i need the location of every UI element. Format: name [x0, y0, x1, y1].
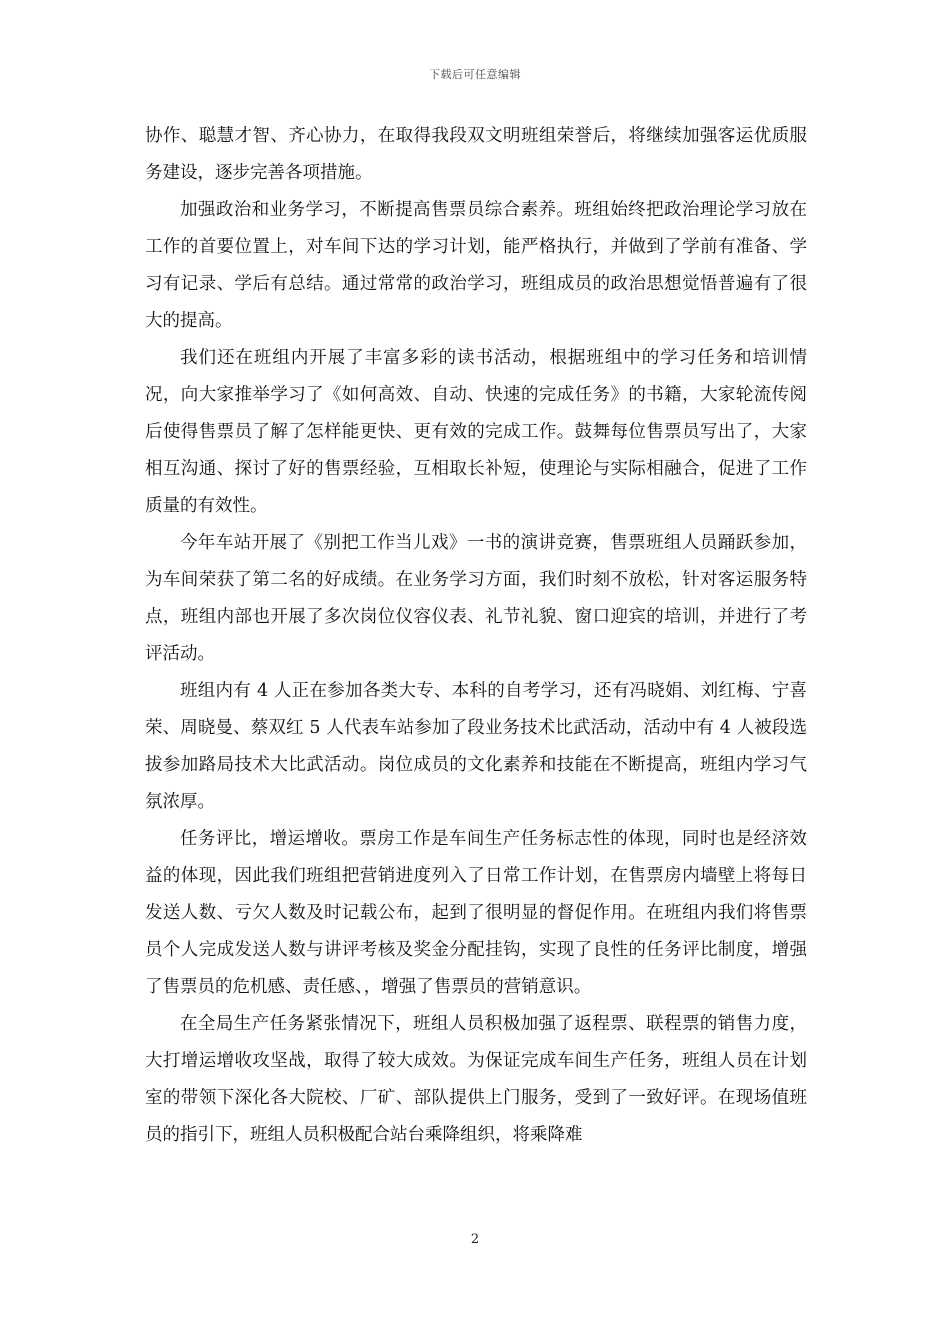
document-body [145, 118, 807, 1154]
paragraph-5: 班组内有 4 人正在参加各类大专、本科的自考学习，还有冯晓娟、刘红梅、宁喜荣、周晓曼、蔡双红 5 人代表车站参加了段业务技术比武活动，活动中有 4 人被段选拔参加路局技术大比武活动。岗位成员的文化素养和技能在不断提高，班组内学习气氛浓厚。 [145, 681, 807, 812]
paragraph-6: 任务评比，增运增收。票房工作是车间生产任务标志性的体现，同时也是经济效益的体现，因此我们班组把营销进度列入了日常工作计划，在售票房内墙壁上将每日发送人数、亏欠人数及时记载公布，起到了很明显的督促作用。在班组内我们将售票员个人完成发送人数与讲评考核及奖金分配挂钩，实现了良性的任务评比制度，增强了售票员的危机感、责任感、，增强了售票员的营销意识。 [145, 829, 807, 997]
paragraph-7: 在全局生产任务紧张情况下，班组人员积极加强了返程票、联程票的销售力度，大打增运增收攻坚战，取得了较大成效。为保证完成车间生产任务，班组人员在计划室的带领下深化各大院校、厂矿、部队提供上门服务，受到了一致好评。在现场值班员的指引下，班组人员积极配合站台乘降组织，将乘降难 [145, 1014, 807, 1145]
paragraph-4: 今年车站开展了《别把工作当儿戏》一书的演讲竞赛，售票班组人员踊跃参加，为车间荣获了第二名的好成绩。在业务学习方面，我们时刻不放松，针对客运服务特点，班组内部也开展了多次岗位仪容仪表、礼节礼貌、窗口迎宾的培训，并进行了考评活动。 [145, 533, 807, 664]
page-number: 2 [470, 1232, 480, 1247]
paragraph-3: 我们还在班组内开展了丰富多彩的读书活动，根据班组中的学习任务和培训情况，向大家推举学习了《如何高效、自动、快速的完成任务》的书籍，大家轮流传阅后使得售票员了解了怎样能更快、更有效的完成工作。鼓舞每位售票员写出了，大家相互沟通、探讨了好的售票经验，互相取长补短，使理论与实际相融合，促进了工作质量的有效性。 [145, 348, 807, 516]
page-header: 下载后可任意编辑 [429, 68, 521, 81]
paragraph-2: 加强政治和业务学习，不断提高售票员综合素养。班组始终把政治理论学习放在工作的首要位置上，对车间下达的学习计划，能严格执行，并做到了学前有准备、学习有记录、学后有总结。通过常常的政治学习，班组成员的政治思想觉悟普遍有了很大的提高。 [145, 200, 807, 331]
paragraph-1: 协作、聪慧才智、齐心协力，在取得我段双文明班组荣誉后，将继续加强客运优质服务建设，逐步完善各项措施。 [145, 126, 807, 183]
